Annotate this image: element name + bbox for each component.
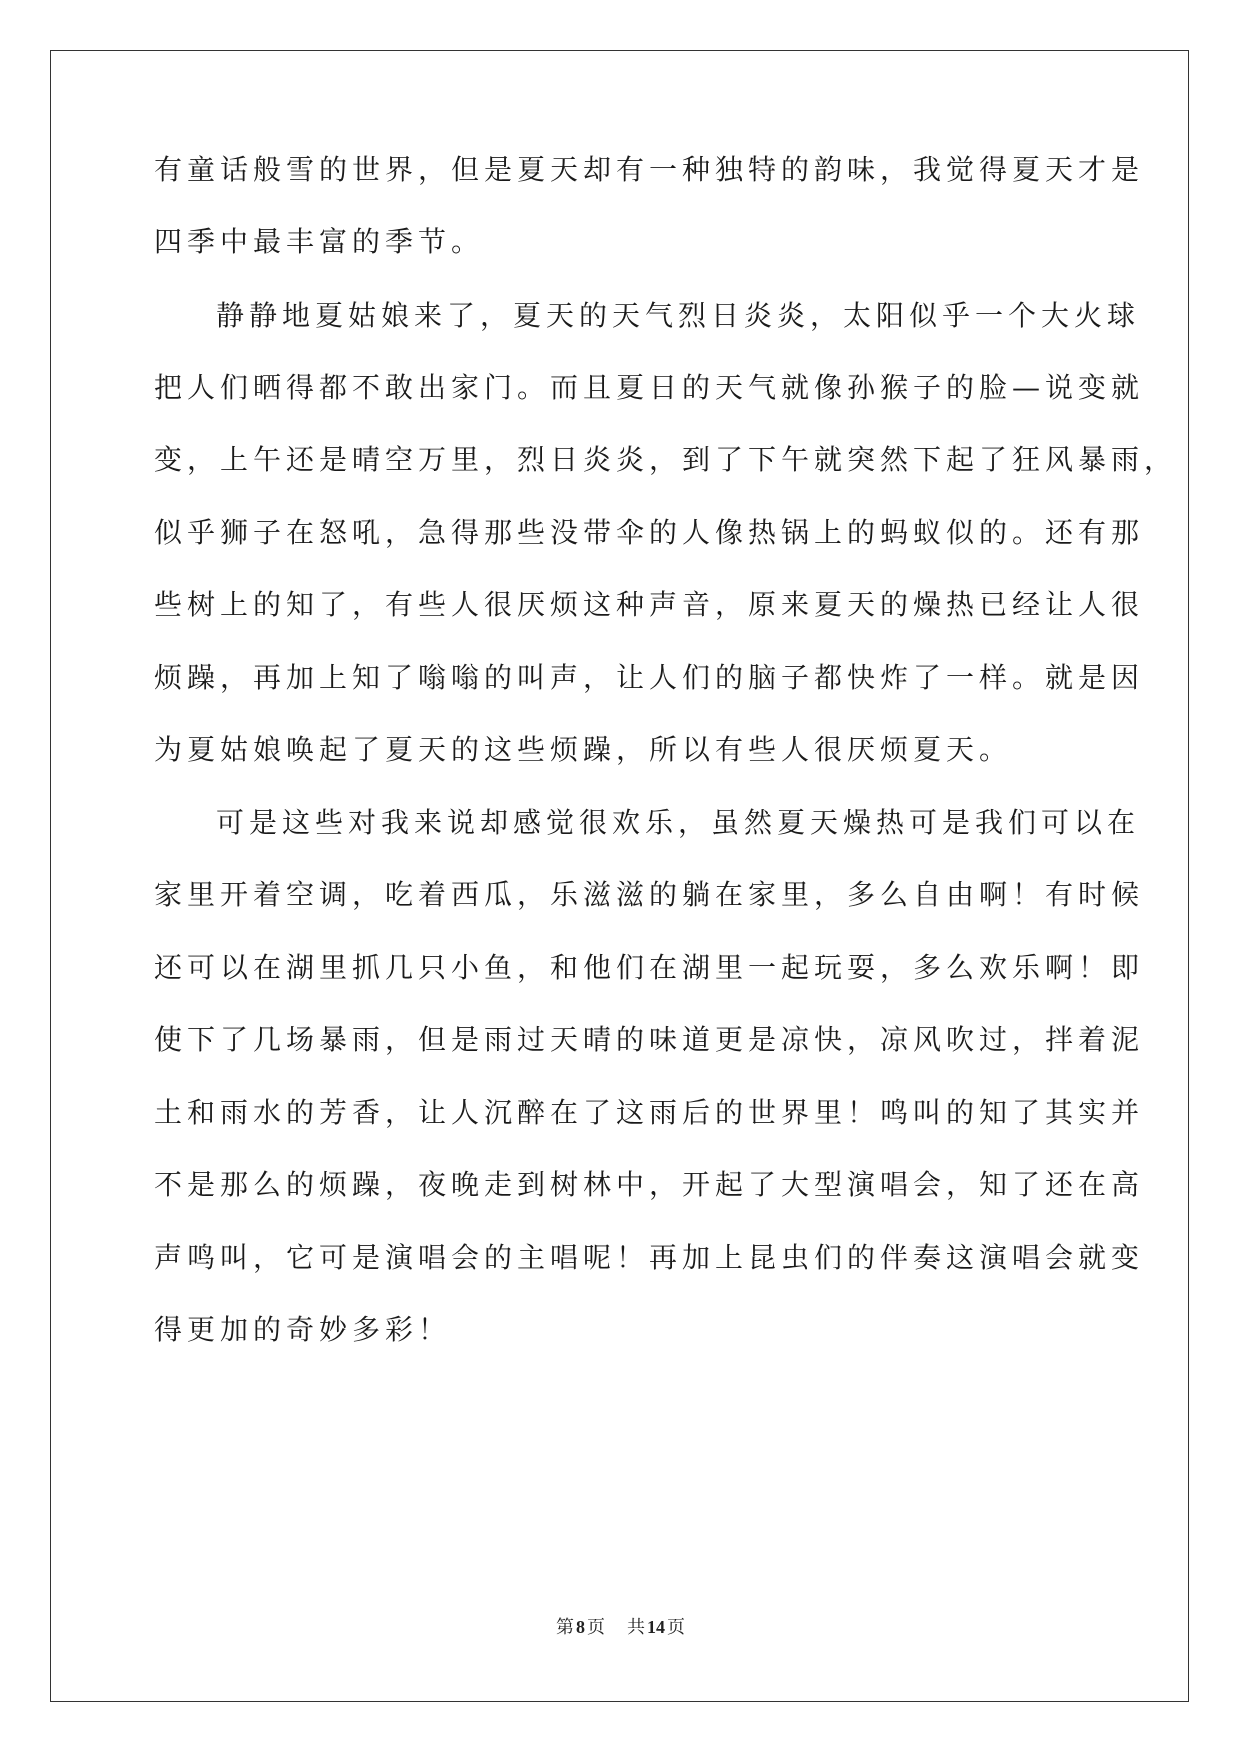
- text-line: 土和雨水的芳香，让人沉醉在了这雨后的世界里！鸣叫的知了其实并: [154, 1096, 1145, 1129]
- text-line: 把人们晒得都不敢出家门。而且夏日的天气就像孙猴子的脸—说变就: [154, 371, 1145, 404]
- text-line: 些树上的知了，有些人很厌烦这种声音，原来夏天的燥热已经让人很: [154, 588, 1145, 621]
- paragraph-start-line: 静静地夏姑娘来了，夏天的天气烈日炎炎，太阳似乎一个大火球: [216, 299, 1141, 332]
- page-number-footer: [0, 1615, 1241, 1640]
- paragraph-start-line: 可是这些对我来说却感觉很欢乐，虽然夏天燥热可是我们可以在: [216, 806, 1141, 839]
- text-line: 使下了几场暴雨，但是雨过天晴的味道更是凉快，凉风吹过，拌着泥: [154, 1023, 1145, 1056]
- total-page-count: 14: [647, 1617, 665, 1637]
- text-line: 有童话般雪的世界，但是夏天却有一种独特的韵味，我觉得夏天才是: [154, 153, 1145, 186]
- page-prefix: 第: [556, 1617, 574, 1638]
- text-line: 烦躁，再加上知了嗡嗡的叫声，让人们的脑子都快炸了一样。就是因: [154, 661, 1145, 694]
- page-suffix: 页: [587, 1617, 605, 1638]
- text-line: 不是那么的烦躁，夜晚走到树林中，开起了大型演唱会，知了还在高: [154, 1168, 1145, 1201]
- text-line: 为夏姑娘唤起了夏天的这些烦躁，所以有些人很厌烦夏天。: [154, 733, 1013, 766]
- text-line: 得更加的奇妙多彩！: [154, 1313, 452, 1346]
- text-line: 似乎狮子在怒吼，急得那些没带伞的人像热锅上的蚂蚁似的。还有那: [154, 516, 1145, 549]
- text-line: 变，上午还是晴空万里，烈日炎炎，到了下午就突然下起了狂风暴雨，: [154, 443, 1178, 476]
- current-page-number: 8: [576, 1617, 585, 1637]
- text-line: 家里开着空调，吃着西瓜，乐滋滋的躺在家里，多么自由啊！有时候: [154, 878, 1145, 911]
- text-line: 还可以在湖里抓几只小鱼，和他们在湖里一起玩耍，多么欢乐啊！即: [154, 951, 1145, 984]
- total-prefix: 共: [627, 1617, 645, 1638]
- text-line: 声鸣叫，它可是演唱会的主唱呢！再加上昆虫们的伴奏这演唱会就变: [154, 1241, 1145, 1274]
- total-suffix: 页: [667, 1617, 685, 1638]
- text-line: 四季中最丰富的季节。: [154, 225, 485, 258]
